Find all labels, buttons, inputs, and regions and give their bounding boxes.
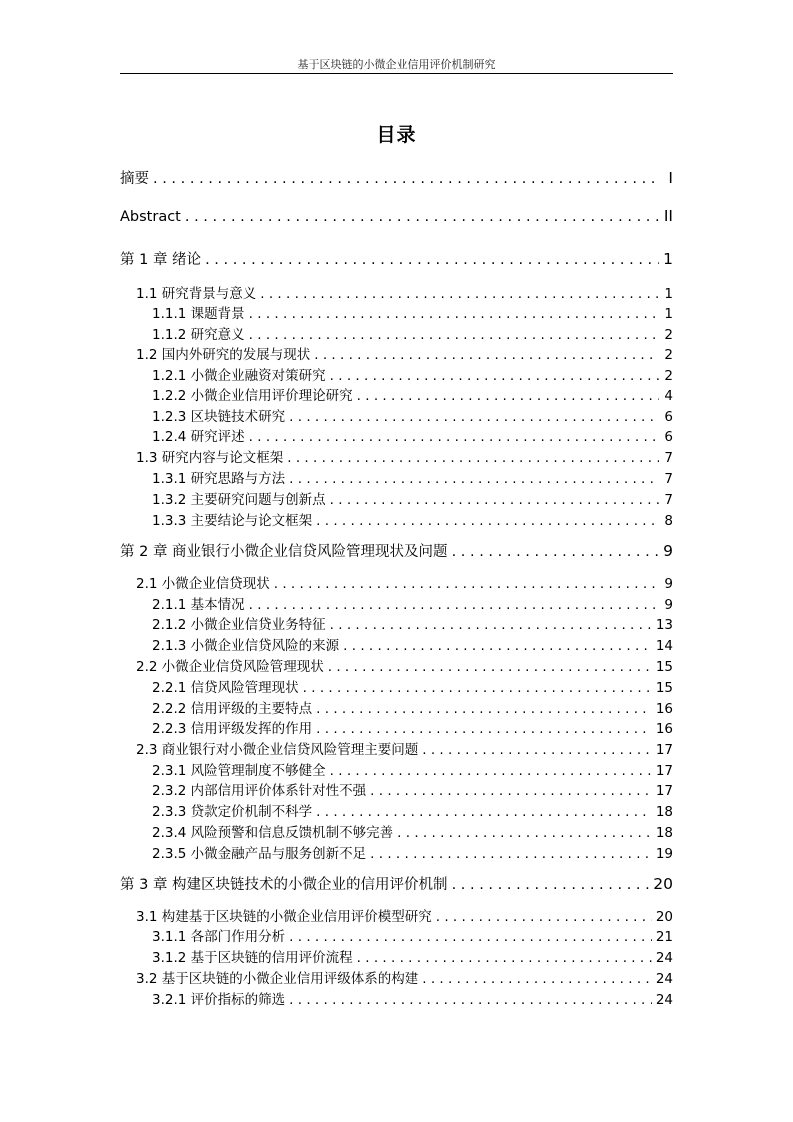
toc-entry-page: 7	[664, 450, 673, 466]
toc-entry-label: 第 1 章 绪论	[120, 252, 202, 268]
toc-entry[interactable]	[120, 800, 673, 820]
toc-entry-page: 7	[664, 471, 673, 487]
toc-leader-dots	[185, 209, 659, 225]
toc-entry[interactable]	[120, 925, 673, 945]
toc-entry-page: 20	[653, 875, 673, 893]
toc-entry-page: 1	[664, 286, 673, 302]
toc-entry-page: 1	[664, 306, 673, 322]
toc-entry-label: 3.1.1 各部门作用分析	[152, 929, 286, 945]
toc-entry-page: 24	[655, 992, 673, 1008]
toc-entry-page: 16	[655, 721, 673, 737]
toc-leader-dots	[249, 429, 659, 445]
toc-leader-dots	[274, 576, 659, 592]
toc-leader-dots	[357, 388, 659, 404]
toc-entry-label: 3.2.1 评价指标的筛选	[152, 992, 286, 1008]
toc-entry-label: 2.1.1 基本情况	[152, 597, 245, 613]
toc-entry-label: 2.1 小微企业信贷现状	[136, 576, 270, 592]
toc-leader-dots	[303, 680, 652, 696]
toc-entry[interactable]	[120, 717, 673, 737]
toc-entry-page: 9	[664, 597, 673, 613]
toc-leader-dots	[205, 252, 659, 268]
toc-entry-page: 20	[655, 909, 673, 925]
toc-entry[interactable]	[120, 873, 673, 894]
toc-entry-label: Abstract	[120, 209, 181, 225]
toc-entry-page: 19	[655, 846, 673, 862]
toc-entry-label: 2.3.1 风险管理制度不够健全	[152, 763, 326, 779]
toc-entry[interactable]	[120, 425, 673, 445]
toc-entry[interactable]	[120, 759, 673, 779]
toc-entry-page: 18	[655, 804, 673, 820]
toc-entry[interactable]	[120, 540, 673, 561]
toc-entry-page: 2	[664, 347, 673, 363]
toc-entry-page: 6	[664, 409, 673, 425]
toc-entry-label: 1.3.3 主要结论与论文框架	[152, 513, 313, 529]
toc-entry-page: 8	[664, 513, 673, 529]
toc-entry-page: 9	[664, 576, 673, 592]
toc-entry-page: 2	[664, 368, 673, 384]
toc-leader-dots	[397, 825, 652, 841]
toc-leader-dots	[289, 929, 652, 945]
toc-entry-label: 3.1.2 基于区块链的信用评价流程	[152, 950, 353, 966]
toc-leader-dots	[316, 701, 652, 717]
toc-entry[interactable]	[120, 655, 673, 675]
toc-leader-dots	[357, 950, 652, 966]
toc-entry-page: II	[663, 207, 673, 225]
toc-entry-label: 2.2.2 信用评级的主要特点	[152, 701, 313, 717]
toc-entry-page: 1	[663, 250, 673, 268]
toc-entry-label: 1.2.1 小微企业融资对策研究	[152, 368, 326, 384]
toc-entry[interactable]	[120, 593, 673, 613]
toc-entry-page: 2	[664, 327, 673, 343]
toc-leader-dots	[370, 846, 652, 862]
toc-entry-label: 1.2.2 小微企业信用评价理论研究	[152, 388, 353, 404]
toc-entry-label: 第 3 章 构建区块链技术的小微企业的信用评价机制	[120, 877, 448, 893]
toc-entry-label: 1.2 国内外研究的发展与现状	[136, 347, 311, 363]
toc-entry[interactable]	[120, 167, 673, 188]
toc-entry-label: 3.1 构建基于区块链的小微企业信用评价模型研究	[136, 909, 432, 925]
toc-entry[interactable]	[120, 343, 673, 363]
toc-leader-dots	[316, 804, 652, 820]
toc-entry[interactable]	[120, 509, 673, 529]
toc-entry-label: 2.1.2 小微企业信贷业务特征	[152, 617, 326, 633]
toc-entry-label: 3.2 基于区块链的小微企业信用评级体系的构建	[136, 971, 419, 987]
toc-entry-label: 2.3.2 内部信用评价体系针对性不强	[152, 783, 367, 799]
toc-leader-dots	[153, 171, 659, 187]
toc-leader-dots	[260, 286, 659, 302]
toc-entry-page: 24	[655, 971, 673, 987]
toc-entry[interactable]	[120, 779, 673, 799]
toc-entry-label: 2.3.5 小微金融产品与服务创新不足	[152, 846, 367, 862]
toc-entry-page: I	[668, 169, 673, 187]
toc-leader-dots	[452, 544, 659, 560]
toc-entry-label: 1.3.1 研究思路与方法	[152, 471, 286, 487]
toc-entry-label: 1.2.4 研究评述	[152, 429, 245, 445]
toc-entry-page: 17	[655, 763, 673, 779]
toc-leader-dots	[370, 783, 652, 799]
toc-entry[interactable]	[120, 302, 673, 322]
toc-leader-dots	[249, 327, 659, 343]
toc-leader-dots	[343, 638, 652, 654]
toc-entry-label: 2.3 商业银行对小微企业信贷风险管理主要问题	[136, 742, 419, 758]
toc-entry-page: 6	[664, 429, 673, 445]
toc-entry-label: 1.3.2 主要研究问题与创新点	[152, 492, 326, 508]
toc-entry[interactable]	[120, 446, 673, 466]
toc-entry-label: 2.2.1 信贷风险管理现状	[152, 680, 299, 696]
toc-leader-dots	[328, 659, 652, 675]
toc-entry[interactable]	[120, 613, 673, 633]
toc-entry[interactable]	[120, 821, 673, 841]
toc-entry[interactable]	[120, 738, 673, 758]
toc-entry[interactable]	[120, 282, 673, 302]
toc-entry-label: 1.1 研究背景与意义	[136, 286, 257, 302]
toc-leader-dots	[330, 492, 659, 508]
toc-entry-label: 摘要	[120, 171, 149, 187]
toc-entry-page: 24	[655, 950, 673, 966]
toc-entry[interactable]	[120, 323, 673, 343]
toc-entry-page: 17	[655, 742, 673, 758]
toc-entry[interactable]	[120, 634, 673, 654]
header-rule	[120, 73, 673, 74]
toc-entry[interactable]	[120, 905, 673, 925]
toc-entry[interactable]	[120, 967, 673, 987]
toc-entry-page: 4	[664, 388, 673, 404]
toc-entry-label: 1.1.1 课题背景	[152, 306, 245, 322]
toc-entry[interactable]	[120, 988, 673, 1008]
toc-entry[interactable]	[120, 467, 673, 487]
toc-entry-label: 2.3.4 风险预警和信息反馈机制不够完善	[152, 825, 394, 841]
toc-entry[interactable]	[120, 207, 673, 225]
toc-leader-dots	[316, 513, 659, 529]
toc-entry-page: 18	[655, 825, 673, 841]
toc-entry[interactable]	[120, 842, 673, 862]
toc-entry-page: 9	[663, 542, 673, 560]
toc-leader-dots	[289, 992, 652, 1008]
toc-entry-page: 15	[655, 659, 673, 675]
toc-entry-label: 2.2 小微企业信贷风险管理现状	[136, 659, 324, 675]
toc-leader-dots	[289, 471, 659, 487]
toc-leader-dots	[422, 742, 652, 758]
toc-entry-page: 14	[655, 638, 673, 654]
toc-entry[interactable]	[120, 248, 673, 269]
toc-leader-dots	[330, 617, 652, 633]
toc-entry-page: 13	[655, 617, 673, 633]
toc-leader-dots	[249, 597, 659, 613]
toc-entry[interactable]	[120, 697, 673, 717]
toc-entry-label: 2.2.3 信用评级发挥的作用	[152, 721, 313, 737]
toc-entry-label: 1.1.2 研究意义	[152, 327, 245, 343]
toc-entry[interactable]	[120, 572, 673, 592]
toc-leader-dots	[287, 450, 659, 466]
toc-entry[interactable]	[120, 384, 673, 404]
toc-title: 目录	[376, 124, 417, 146]
toc-entry-label: 1.2.3 区块链技术研究	[152, 409, 286, 425]
toc-entry-page: 21	[655, 929, 673, 945]
toc-leader-dots	[249, 306, 659, 322]
toc-leader-dots	[314, 347, 659, 363]
toc-entry-label: 2.3.3 贷款定价机制不科学	[152, 804, 313, 820]
toc-leader-dots	[330, 368, 659, 384]
toc-entry[interactable]	[120, 946, 673, 966]
toc-entry[interactable]	[120, 676, 673, 696]
toc-entry[interactable]	[120, 364, 673, 384]
toc-entry-page: 7	[664, 492, 673, 508]
toc-leader-dots	[316, 721, 652, 737]
toc-leader-dots	[289, 409, 659, 425]
toc-entry-label: 第 2 章 商业银行小微企业信贷风险管理现状及问题	[120, 544, 448, 560]
toc-entry-page: 17	[655, 783, 673, 799]
toc-entry[interactable]	[120, 488, 673, 508]
toc-leader-dots	[436, 909, 652, 925]
running-header: 基于区块链的小微企业信用评价机制研究	[297, 58, 496, 71]
toc-leader-dots	[452, 877, 650, 893]
toc-leader-dots	[330, 763, 652, 779]
toc-entry-label: 1.3 研究内容与论文框架	[136, 450, 284, 466]
toc-leader-dots	[422, 971, 652, 987]
toc-entry-label: 2.1.3 小微企业信贷风险的来源	[152, 638, 340, 654]
toc-entry[interactable]	[120, 405, 673, 425]
toc-entry-page: 15	[655, 680, 673, 696]
toc-entry-page: 16	[655, 701, 673, 717]
